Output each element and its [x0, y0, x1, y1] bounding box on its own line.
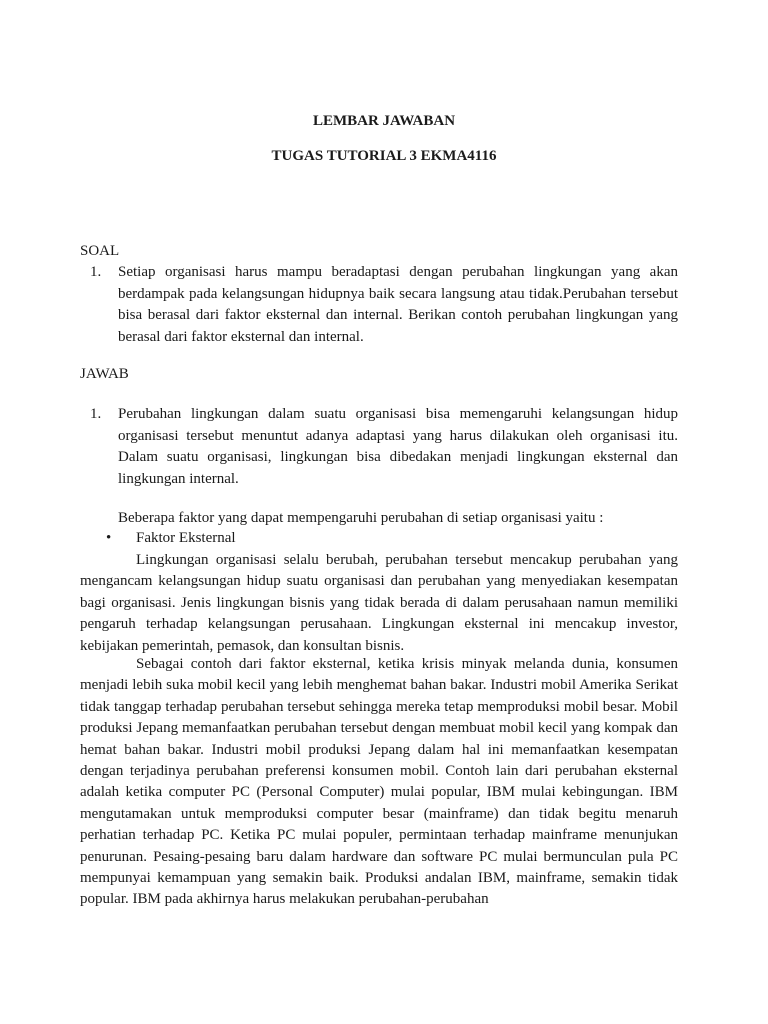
bullet-icon: •	[106, 530, 112, 546]
document-subtitle: TUGAS TUTORIAL 3 EKMA4116	[271, 148, 497, 164]
jawab-answer-item	[80, 404, 678, 490]
soal-heading: SOAL	[80, 243, 120, 259]
soal-question-number: 1.	[90, 264, 102, 280]
soal-question-text: Setiap organisasi harus mampu beradaptasi dengan perubahan lingkungan yang akan berdampak pada kelangsungan hidupnya baik secara langsung atau tidak.Perubahan tersebut bisa berasal dari faktor eksternal dan internal. Berikan contoh perubahan lingkungan yang berasal dari faktor eksternal dan internal.	[118, 264, 678, 345]
bullet-label: Faktor Eksternal	[136, 530, 236, 546]
soal-question-item	[80, 262, 678, 348]
factors-intro: Beberapa faktor yang dapat mempengaruhi perubahan di setiap organisasi yaitu :	[118, 510, 604, 526]
document-title: LEMBAR JAWABAN	[312, 113, 456, 129]
paragraph-external-example: Sebagai contoh dari faktor eksternal, ketika krisis minyak melanda dunia, konsumen menjadi lebih suka mobil kecil yang lebih menghemat bahan bakar. Industri mobil Amerika Serikat tidak tanggap terhadap perubahan tersebut sehingga mereka tetap memproduksi mobil besar. Mobil produksi Jepang memanfaatkan perubahan tersebut dengan membuat mobil kecil yang kompak dan hemat bahan bakar. Industri mobil produksi Jepang dalam hal ini memanfaatkan kesempatan dengan terjadinya perubahan preferensi konsumen mobil. Contoh lain dari perubahan eksternal adalah ketika computer PC (Personal Computer) mulai popular, IBM mulai kebingungan. IBM mengutamakan untuk memproduksi computer besar (mainframe) dan tidak begitu menaruh perhatian terhadap PC. Ketika PC mulai populer, permintaan terhadap mainframe menunjukan penurunan. Pesaing-pesaing baru dalam hardware dan software PC mulai bermunculan pula PC mempunyai kemampuan yang semakin baik. Produksi andalan IBM, mainframe, semakin tidak popular. IBM pada akhirnya harus melakukan perubahan-perubahan	[80, 656, 678, 908]
paragraph-external-environment: Lingkungan organisasi selalu berubah, perubahan tersebut mencakup perubahan yang mengancam kelangsungan hidup suatu organisasi dan perubahan yang menyediakan kesempatan bagi organisasi. Jenis lingkungan bisnis yang tidak berada di dalam perusahaan namun memiliki pengaruh terhadap kelangsungan perusahaan. Lingkungan eksternal ini mencakup investor, kebijakan pemerintah, pemasok, dan konsultan bisnis.	[80, 552, 678, 654]
jawab-answer-number: 1.	[90, 406, 102, 422]
jawab-heading: JAWAB	[80, 366, 129, 382]
jawab-answer-text: Perubahan lingkungan dalam suatu organisasi bisa memengaruhi kelangsungan hidup organisasi tersebut menuntut adanya adaptasi yang harus dilakukan oleh organisasi itu. Dalam suatu organisasi, lingkungan bisa dibedakan menjadi lingkungan eksternal dan lingkungan internal.	[118, 406, 678, 487]
